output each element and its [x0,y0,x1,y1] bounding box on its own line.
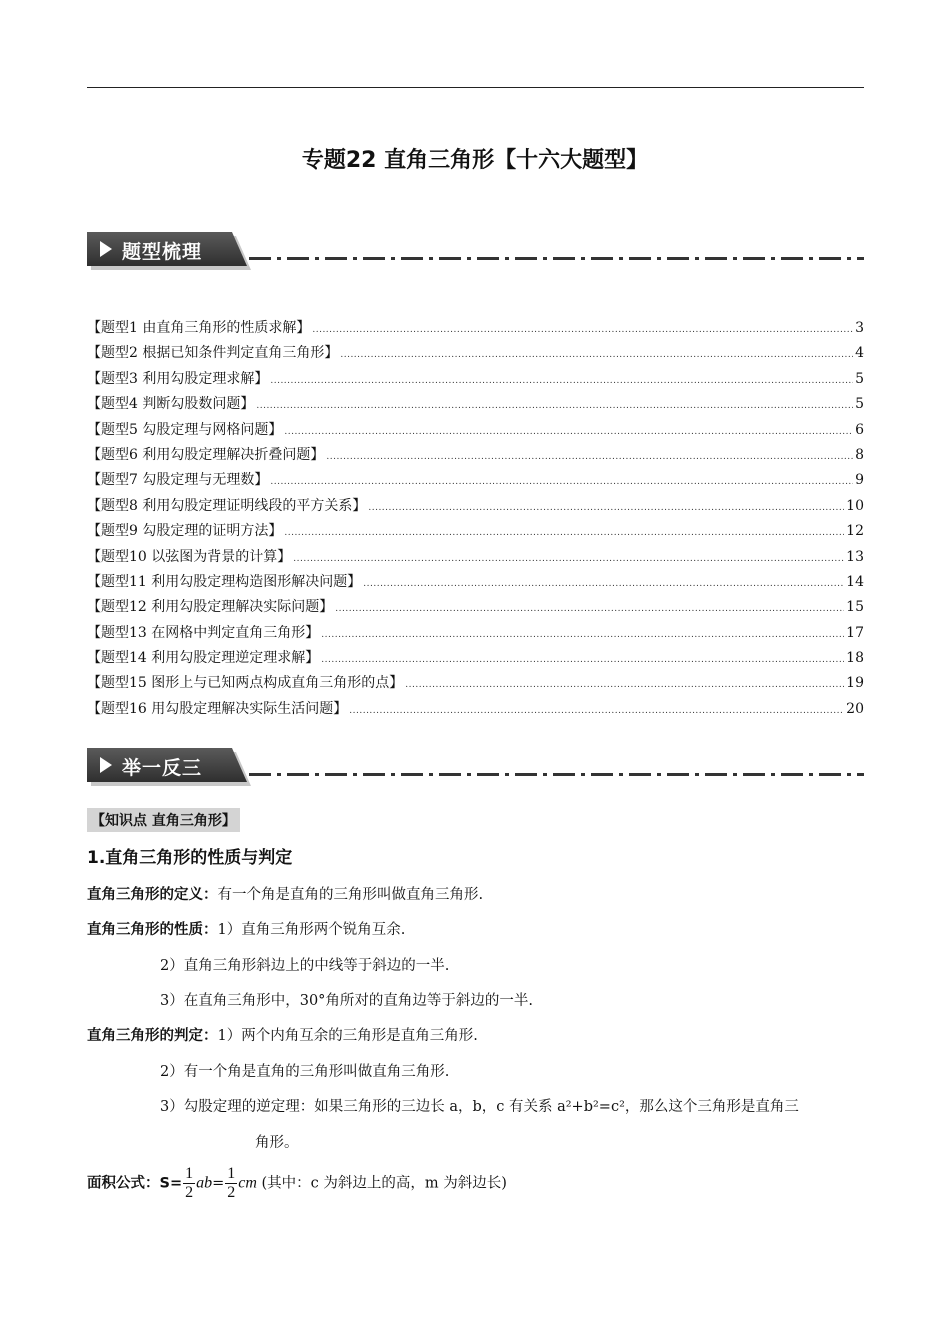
toc-item[interactable] [87,697,864,722]
section-banner-examples [87,748,864,788]
property-line-1 [87,918,405,939]
header-rule [87,87,864,88]
play-arrow-icon [100,241,112,257]
toc-leader-dots [368,494,844,521]
toc-page-number: 17 [846,624,864,641]
definition-label: 直角三角形的定义： [87,887,218,903]
toc-item[interactable] [87,392,864,417]
toc-item-label: 【题型6 利用勾股定理解决折叠问题】 [87,446,325,463]
toc-item-label: 【题型3 利用勾股定理求解】 [87,370,269,387]
toc-leader-dots [312,316,853,343]
toc-page-number: 8 [855,446,864,463]
toc-page-number: 12 [846,523,864,540]
definition-text: 有一个角是直角的三角形叫做直角三角形. [217,887,484,903]
toc-page-number: 18 [846,650,864,667]
toc-leader-dots [405,671,844,698]
toc-item-label: 【题型4 判断勾股数问题】 [87,396,255,413]
toc-item-label: 【题型8 利用勾股定理证明线段的平方关系】 [87,497,367,514]
toc-item-label: 【题型14 利用勾股定理逆定理求解】 [87,650,320,667]
area-label: 面积公式： [87,1175,160,1192]
toc-item[interactable] [87,494,864,519]
property-3: 3）在直角三角形中，30°角所对的直角边等于斜边的一半. [160,993,534,1009]
toc-page-number: 10 [846,497,864,514]
toc-page-number: 3 [855,320,864,336]
section-heading: 1.直角三角形的性质与判定 [87,848,293,868]
toc-item[interactable] [87,418,864,443]
toc-item-label: 【题型10 以弦图为背景的计算】 [87,548,292,565]
equals-sign: = [212,1175,225,1192]
toc-leader-dots [270,468,853,495]
property-1: 1）直角三角形两个锐角互余. [217,922,406,938]
toc-page-number: 14 [846,573,864,590]
toc-item-label: 【题型2 根据已知条件判定直角三角形】 [87,345,339,362]
section-banner-types [87,232,864,272]
toc-item[interactable] [87,443,864,468]
definition-line [87,883,483,904]
fraction-half: $\frac{1}{2}$ [185,1165,194,1201]
toc-page-number: 6 [855,421,864,438]
toc-item[interactable] [87,468,864,493]
play-arrow-icon [100,757,112,773]
toc-item-label: 【题型7 勾股定理与无理数】 [87,472,269,489]
table-of-contents [87,316,864,722]
toc-item-label: 【题型12 利用勾股定理解决实际问题】 [87,599,334,616]
fraction-half-2: $\frac{1}{2}$ [227,1165,236,1201]
toc-item[interactable] [87,367,864,392]
banner-label: 举一反三 [122,757,203,779]
judgement-line-1 [87,1024,478,1045]
dash-line [249,257,864,260]
property-2: 2）直角三角形斜边上的中线等于斜边的一半. [160,958,450,974]
toc-page-number: 4 [855,345,864,362]
toc-leader-dots [326,443,853,470]
judgement-1: 1）两个内角互余的三角形是直角三角形. [217,1028,478,1044]
toc-leader-dots [321,646,844,673]
page-title: 专题22 直角三角形【十六大题型】 [301,148,649,173]
toc-leader-dots [349,697,844,724]
toc-item[interactable] [87,671,864,696]
toc-page-number: 19 [846,675,864,692]
judgement-2: 2）有一个角是直角的三角形叫做直角三角形. [160,1064,450,1080]
toc-page-number: 13 [846,548,864,565]
judgement-label: 直角三角形的判定： [87,1028,218,1044]
judgement-3-cont: 角形。 [255,1135,299,1151]
toc-leader-dots [256,392,853,419]
toc-page-number: 15 [846,599,864,616]
toc-page-number: 5 [855,370,864,387]
judgement-3: 3）勾股定理的逆定理：如果三角形的三边长 a，b，c 有关系 a²+b²=c²，那么这个三角形是直角三 [160,1099,799,1115]
knowledge-point-tag: 【知识点 直角三角形】 [87,808,240,832]
toc-item-label: 【题型5 勾股定理与网格问题】 [87,421,283,438]
property-label: 直角三角形的性质： [87,922,218,938]
toc-item-label: 【题型15 图形上与已知两点构成直角三角形的点】 [87,675,404,692]
toc-item[interactable] [87,545,864,570]
toc-leader-dots [293,545,844,572]
dash-line [249,773,864,776]
toc-leader-dots [340,341,853,368]
area-formula [87,1165,507,1202]
toc-page-number: 9 [855,472,864,489]
toc-leader-dots [284,418,853,445]
toc-leader-dots [270,367,853,394]
toc-item[interactable] [87,316,864,341]
toc-page-number: 20 [846,700,864,717]
banner-label: 题型梳理 [122,241,203,263]
toc-item[interactable] [87,595,864,620]
toc-item-label: 【题型11 利用勾股定理构造图形解决问题】 [87,573,362,590]
term-cm: cm [238,1174,257,1192]
toc-item[interactable] [87,646,864,671]
toc-leader-dots [321,621,844,648]
toc-item-label: 【题型16 用勾股定理解决实际生活问题】 [87,700,348,717]
toc-leader-dots [335,595,844,622]
toc-item[interactable] [87,621,864,646]
toc-item[interactable] [87,570,864,595]
toc-leader-dots [284,519,844,546]
toc-item-label: 【题型13 在网格中判定直角三角形】 [87,624,320,641]
toc-item-label: 【题型1 由直角三角形的性质求解】 [87,320,311,336]
toc-item[interactable] [87,341,864,366]
toc-item[interactable] [87,519,864,544]
toc-leader-dots [363,570,844,597]
area-s: S= [159,1175,183,1192]
toc-page-number: 5 [855,396,864,413]
toc-item-label: 【题型9 勾股定理的证明方法】 [87,523,283,540]
term-ab: ab [196,1174,213,1192]
area-note: (其中：c 为斜边上的高，m 为斜边长) [261,1175,507,1192]
